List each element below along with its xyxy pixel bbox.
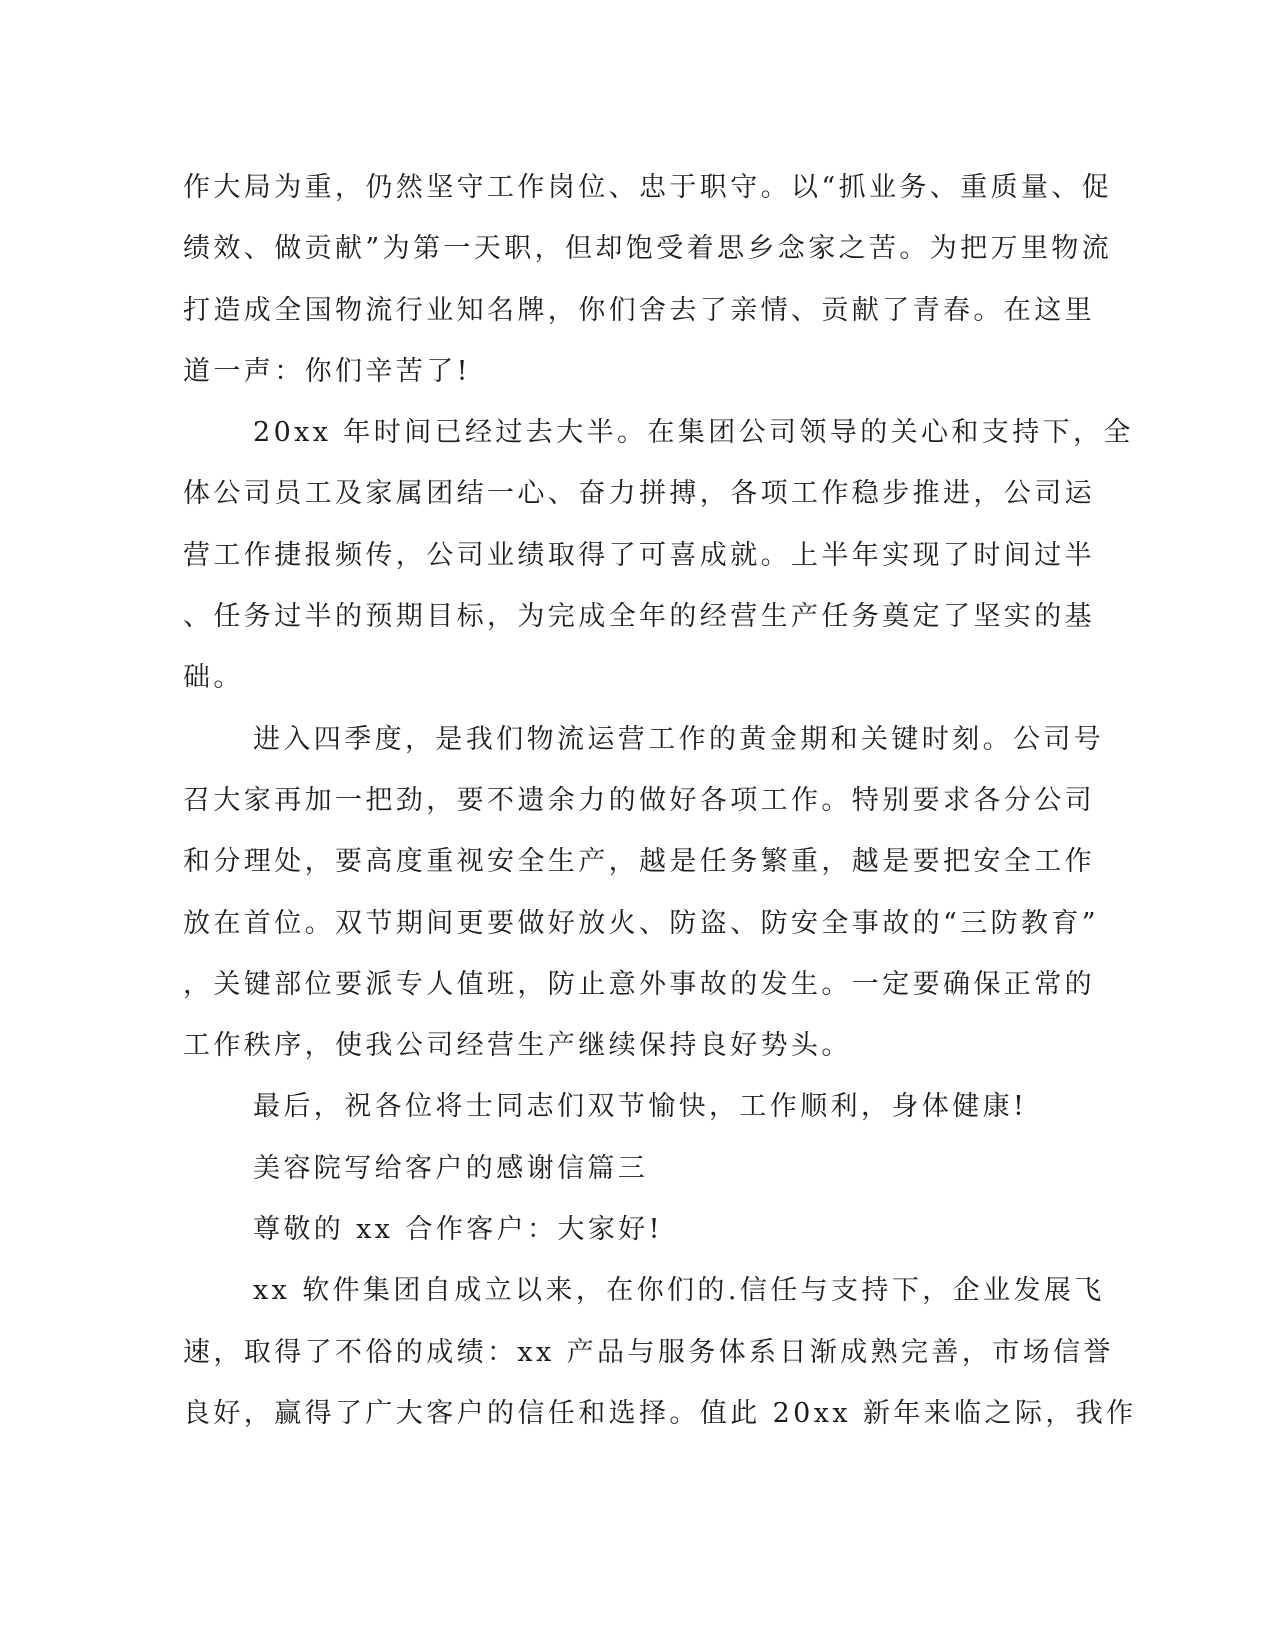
document-body <box>183 157 1137 1444</box>
text-line: 和分理处，要高度重视安全生产，越是任务繁重，越是要把安全工作 <box>183 846 1095 878</box>
section-heading: 美容院写给客户的感谢信篇三 <box>253 1152 649 1184</box>
text-line: ，关键部位要派专人值班，防止意外事故的发生。一定要确保正常的 <box>183 968 1095 1000</box>
text-line: 营工作捷报频传，公司业绩取得了可喜成就。上半年实现了时间过半 <box>183 539 1095 571</box>
closing-wishes-line: 最后，祝各位将士同志们双节愉快，工作顺利，身体健康! <box>253 1091 1028 1123</box>
text-line: 体公司员工及家属团结一心、奋力拼搏，各项工作稳步推进，公司运 <box>183 478 1095 510</box>
text-line: 工作秩序，使我公司经营生产继续保持良好势头。 <box>183 1030 852 1062</box>
paragraph-start-line: 进入四季度，是我们物流运营工作的黄金期和关键时刻。公司号 <box>253 723 1105 755</box>
text-line: 召大家再加一把劲，要不遗余力的做好各项工作。特别要求各分公司 <box>183 784 1095 816</box>
text-line: 、任务过半的预期目标，为完成全年的经营生产任务奠定了坚实的基 <box>183 601 1095 633</box>
text-line: 良好，赢得了广大客户的信任和选择。值此 20xx 新年来临之际，我作 <box>183 1397 1137 1429</box>
text-line: 放在首位。双节期间更要做好放火、防盗、防安全事故的“三防教育” <box>183 907 1100 939</box>
paragraph-start-line: xx 软件集团自成立以来，在你们的.信任与支持下，企业发展飞 <box>253 1275 1105 1307</box>
salutation-line: 尊敬的 xx 合作客户：大家好! <box>253 1214 663 1246</box>
paragraph-start-line: 20xx 年时间已经过去大半。在集团公司领导的关心和支持下，全 <box>253 417 1134 449</box>
text-line: 打造成全国物流行业知名牌，你们舍去了亲情、贡献了青春。在这里 <box>183 294 1095 326</box>
text-line: 础。 <box>183 662 244 694</box>
text-line: 作大局为重，仍然坚守工作岗位、忠于职守。以“抓业务、重质量、促 <box>183 172 1113 203</box>
text-line: 道一声：你们辛苦了! <box>183 355 471 387</box>
text-line: 绩效、做贡献”为第一天职，但却饱受着思乡念家之苦。为把万里物流 <box>183 233 1113 265</box>
text-line: 速，取得了不俗的成绩：xx 产品与服务体系日渐成熟完善，市场信誉 <box>183 1336 1114 1368</box>
